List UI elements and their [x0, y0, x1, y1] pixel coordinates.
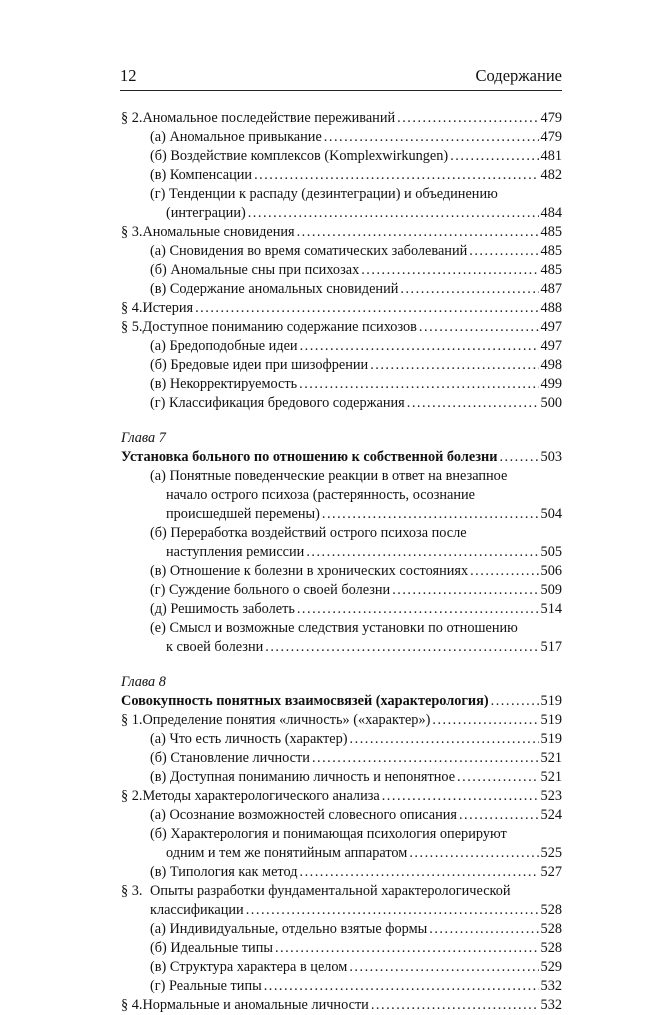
page-ref: 517 — [540, 639, 562, 655]
toc-subsection-entry — [121, 467, 562, 524]
section-number: § 4. — [121, 300, 143, 316]
entry-title: (в) Отношение к болезни в хронических состояниях — [150, 563, 469, 579]
dot-leader — [397, 109, 538, 128]
section-number: § 4. — [121, 997, 143, 1013]
toc-subsection-entry — [121, 958, 562, 977]
page-ref: 499 — [540, 376, 562, 392]
entry-title: (б) Становление личности — [150, 750, 310, 766]
dot-leader — [297, 223, 539, 242]
entry-title: (б) Воздействие комплексов (Komplexwirkungen) — [150, 148, 449, 164]
page-ref: 479 — [540, 129, 562, 145]
page-ref: 521 — [540, 750, 562, 766]
dot-leader — [195, 299, 538, 318]
page-ref: 487 — [540, 281, 562, 297]
dot-leader — [361, 261, 538, 280]
entry-title: (в) Компенсации — [150, 167, 253, 183]
toc-section-entry — [121, 109, 562, 128]
toc-section-entry — [121, 318, 562, 337]
entry-title: (г) Суждение больного о своей болезни — [150, 582, 391, 598]
dot-leader — [409, 844, 538, 863]
dot-leader — [300, 337, 539, 356]
dot-leader — [246, 901, 539, 920]
toc-subsection-entry — [121, 977, 562, 996]
entry-title: (б) Характерология и понимающая психология оперируют — [150, 826, 507, 842]
toc-subsection-entry — [121, 562, 562, 581]
entry-title: одним и тем же понятийным аппаратом — [166, 845, 408, 861]
table-of-contents — [121, 109, 562, 1015]
entry-title: Совокупность понятных взаимосвязей (характерология) — [121, 693, 489, 709]
dot-leader — [371, 996, 539, 1015]
toc-subsection-entry — [121, 581, 562, 600]
entry-title: (в) Структура характера в целом — [150, 959, 348, 975]
dot-leader — [306, 543, 538, 562]
toc-chapter-heading — [121, 448, 562, 467]
dot-leader — [382, 787, 539, 806]
toc-subsection-entry — [121, 280, 562, 299]
entry-title: (в) Некорректируемость — [150, 376, 298, 392]
dot-leader — [299, 375, 538, 394]
entry-title: Доступное пониманию содержание психозов — [142, 319, 417, 335]
section-number: § 3. — [121, 883, 143, 899]
dot-leader — [392, 581, 538, 600]
entry-title: (а) Понятные поведенческие реакции в ответ на внезапное — [150, 468, 508, 484]
dot-leader — [312, 749, 539, 768]
section-number: § 1. — [121, 712, 143, 728]
toc-subsection-entry — [121, 939, 562, 958]
entry-title: (б) Переработка воздействий острого психоза после — [150, 525, 467, 541]
toc-section-entry — [121, 787, 562, 806]
page-ref: 532 — [540, 978, 562, 994]
toc-subsection-entry — [121, 806, 562, 825]
toc-subsection-entry — [121, 600, 562, 619]
page-ref: 532 — [540, 997, 562, 1013]
toc-subsection-entry — [121, 920, 562, 939]
page-ref: 485 — [540, 224, 562, 240]
toc-section-entry — [121, 223, 562, 242]
dot-leader — [470, 562, 538, 581]
toc-subsection-entry — [121, 261, 562, 280]
toc-chapter-heading — [121, 692, 562, 711]
entry-title: классификации — [150, 902, 244, 918]
entry-title: (в) Доступная пониманию личность и непонятное — [150, 769, 456, 785]
entry-title: к своей болезни — [166, 639, 264, 655]
section-number: § 2. — [121, 110, 143, 126]
dot-leader — [324, 128, 539, 147]
toc-subsection-entry — [121, 524, 562, 562]
toc-subsection-entry — [121, 147, 562, 166]
toc-section-entry — [121, 996, 562, 1015]
page-ref: 497 — [540, 338, 562, 354]
page-ref: 519 — [540, 712, 562, 728]
entry-title: Определение понятия «личность» («характер») — [142, 712, 431, 728]
page-ref: 503 — [540, 449, 562, 465]
dot-leader — [499, 448, 538, 467]
page-number: 12 — [120, 66, 137, 85]
section-number: § 2. — [121, 788, 143, 804]
entry-title: начало острого психоза (растерянность, осознание — [166, 487, 475, 503]
page-ref: 514 — [540, 601, 562, 617]
page-ref: 485 — [540, 262, 562, 278]
entry-title: (б) Аномальные сны при психозах — [150, 262, 360, 278]
dot-leader — [248, 204, 539, 223]
dot-leader — [349, 958, 538, 977]
entry-title: (в) Типология как метод — [150, 864, 298, 880]
entry-title: наступления ремиссии — [166, 544, 305, 560]
dot-leader — [457, 768, 539, 787]
page-ref: 484 — [540, 205, 562, 221]
page-ref: 497 — [540, 319, 562, 335]
running-header — [120, 66, 562, 86]
page-ref: 506 — [540, 563, 562, 579]
header-rule — [120, 90, 562, 91]
toc-subsection-entry — [121, 337, 562, 356]
toc-subsection-entry — [121, 863, 562, 882]
dot-leader — [275, 939, 539, 958]
entry-title: (д) Решимость заболеть — [150, 601, 295, 617]
toc-subsection-entry — [121, 185, 562, 223]
page-ref: 524 — [540, 807, 562, 823]
entry-title: происшедшей перемены) — [166, 506, 320, 522]
dot-leader — [254, 166, 538, 185]
toc-subsection-entry — [121, 768, 562, 787]
toc-subsection-entry — [121, 375, 562, 394]
entry-title: (а) Индивидуальные, отдельно взятые формы — [150, 921, 428, 937]
toc-subsection-entry — [121, 825, 562, 863]
dot-leader — [322, 505, 539, 524]
entry-title: (б) Идеальные типы — [150, 940, 273, 956]
dot-leader — [264, 977, 539, 996]
entry-title: (б) Бредовые идеи при шизофрении — [150, 357, 369, 373]
dot-leader — [265, 638, 538, 657]
dot-leader — [350, 730, 539, 749]
page-ref: 525 — [540, 845, 562, 861]
page-ref: 498 — [540, 357, 562, 373]
page-ref: 505 — [540, 544, 562, 560]
toc-subsection-entry — [121, 619, 562, 657]
page-ref: 528 — [540, 902, 562, 918]
dot-leader — [297, 600, 539, 619]
page-ref: 523 — [540, 788, 562, 804]
dot-leader — [450, 147, 538, 166]
dot-leader — [469, 242, 538, 261]
entry-title: Методы характерологического анализа — [142, 788, 380, 804]
dot-leader — [459, 806, 539, 825]
entry-title: (а) Аномальное привыкание — [150, 129, 322, 145]
entry-title: (г) Тенденции к распаду (дезинтеграции) и объединению — [150, 186, 498, 202]
page-ref: 528 — [540, 921, 562, 937]
page-ref: 482 — [540, 167, 562, 183]
dot-leader — [432, 711, 538, 730]
toc-subsection-entry — [121, 166, 562, 185]
entry-title: Истерия — [142, 300, 194, 316]
dot-leader — [429, 920, 538, 939]
page-ref: 479 — [540, 110, 562, 126]
entry-title: (интеграции) — [166, 205, 246, 221]
toc-subsection-entry — [121, 128, 562, 147]
entry-title: Опыты разработки фундаментальной характерологической — [150, 883, 511, 899]
entry-title: (а) Что есть личность (характер) — [150, 731, 348, 747]
toc-subsection-entry — [121, 356, 562, 375]
toc-subsection-entry — [121, 394, 562, 413]
dot-leader — [491, 692, 539, 711]
chapter-label: Глава 7 — [121, 430, 166, 446]
dot-leader — [370, 356, 538, 375]
running-title: Содержание — [475, 66, 562, 85]
page-ref: 528 — [540, 940, 562, 956]
section-number: § 5. — [121, 319, 143, 335]
chapter-label: Глава 8 — [121, 674, 166, 690]
entry-title: Аномальные сновидения — [142, 224, 295, 240]
toc-section-entry — [121, 711, 562, 730]
entry-title: (а) Сновидения во время соматических заболеваний — [150, 243, 468, 259]
page-ref: 481 — [540, 148, 562, 164]
toc-subsection-entry — [121, 730, 562, 749]
entry-title: (а) Осознание возможностей словесного описания — [150, 807, 457, 823]
entry-title: (а) Бредоподобные идеи — [150, 338, 298, 354]
page-ref: 509 — [540, 582, 562, 598]
entry-title: Установка больного по отношению к собственной болезни — [121, 449, 498, 465]
dot-leader — [419, 318, 539, 337]
page-ref: 519 — [540, 693, 562, 709]
entry-title: (е) Смысл и возможные следствия установки по отношению — [150, 620, 518, 636]
page-ref: 519 — [540, 731, 562, 747]
dot-leader — [300, 863, 539, 882]
toc-section-entry — [121, 299, 562, 318]
section-number: § 3. — [121, 224, 143, 240]
entry-title: (г) Классификация бредового содержания — [150, 395, 405, 411]
toc-section-entry — [121, 882, 562, 920]
page-ref: 527 — [540, 864, 562, 880]
page-ref: 529 — [540, 959, 562, 975]
page-ref: 485 — [540, 243, 562, 259]
entry-title: Аномальное последействие переживаний — [142, 110, 396, 126]
entry-title: (в) Содержание аномальных сновидений — [150, 281, 399, 297]
dot-leader — [400, 280, 538, 299]
toc-subsection-entry — [121, 749, 562, 768]
page-ref: 500 — [540, 395, 562, 411]
dot-leader — [407, 394, 539, 413]
toc-subsection-entry — [121, 242, 562, 261]
page-ref: 521 — [540, 769, 562, 785]
page-ref: 488 — [540, 300, 562, 316]
entry-title: (г) Реальные типы — [150, 978, 262, 994]
page-ref: 504 — [540, 506, 562, 522]
entry-title: Нормальные и аномальные личности — [142, 997, 369, 1013]
